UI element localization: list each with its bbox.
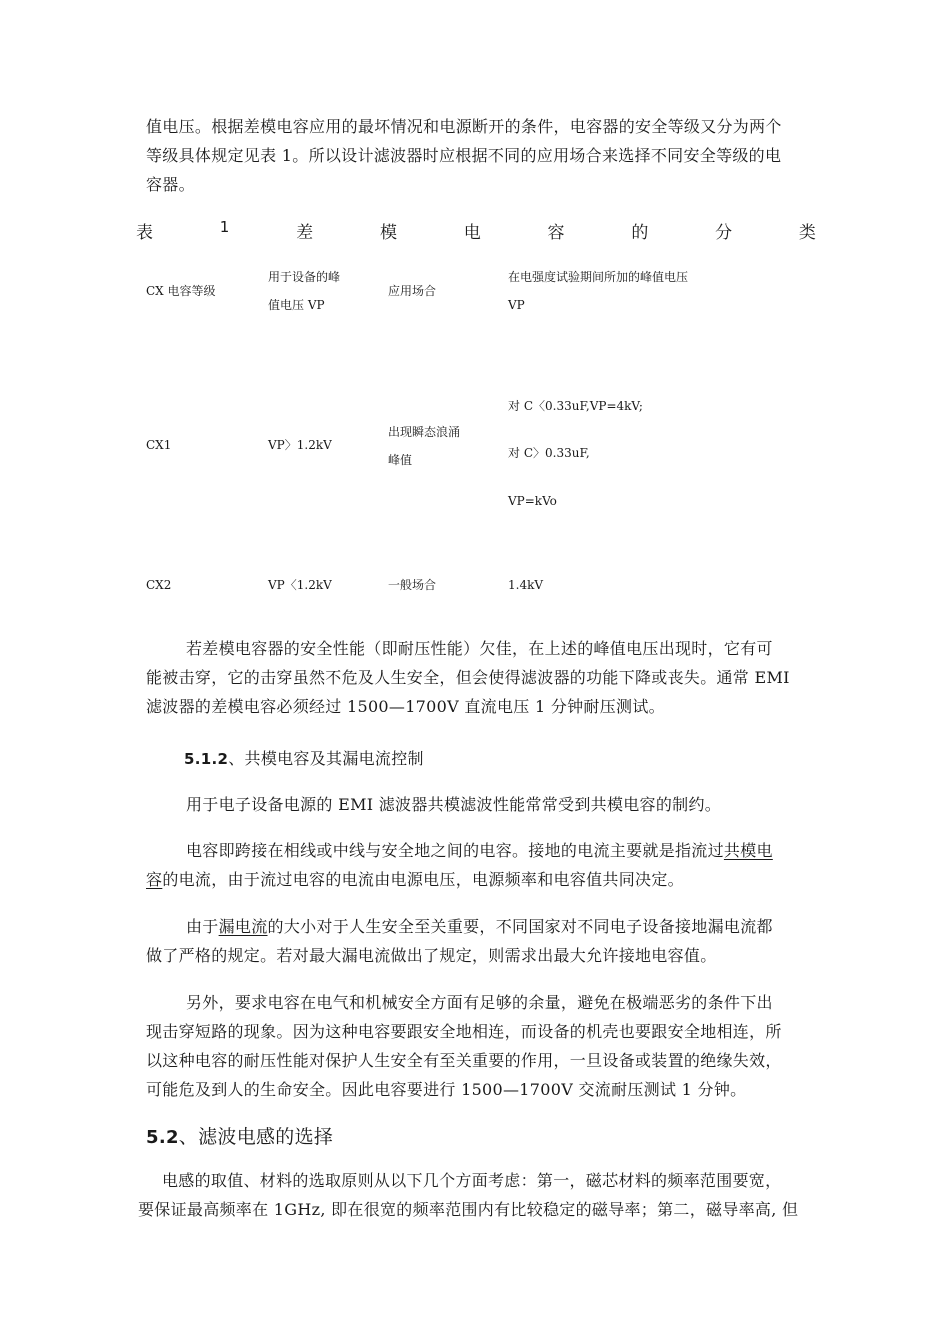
leakage-line-1-b: 的大小对于人生安全至关重要，不同国家对不同电子设备接地漏电流都 <box>267 917 773 936</box>
header-grade: CX 电容等级 <box>146 284 216 298</box>
section-number: 5.1.2 <box>184 750 229 768</box>
caption-char: 表 <box>136 223 153 243</box>
breakdown-line-2: 能被击穿，它的击穿虽然不危及人生安全，但会使得滤波器的功能下降或丧失。通常 EMI <box>146 668 790 687</box>
section-heading-5-1-2 <box>184 744 784 774</box>
leakage-line-1-a: 由于 <box>186 917 219 936</box>
inductor-paragraph <box>138 1166 818 1224</box>
intro-line-2: 等级具体规定见表 1。所以设计滤波器时应根据不同的应用场合来选择不同安全等级的电 <box>146 146 782 165</box>
breakdown-line-3: 滤波器的差模电容必须经过 1500—1700V 直流电压 1 分钟耐压测试。 <box>146 697 665 716</box>
safety-margin-paragraph <box>146 988 814 1104</box>
caption-char: 类 <box>798 223 816 243</box>
header-test-voltage-line-2: VP <box>508 298 525 312</box>
row-cx1-test-line-2: 对 C〉0.33uF, <box>508 446 590 460</box>
row-cx2-application: 一般场合 <box>388 578 437 592</box>
row-cx1-test-line-3: VP=kVo <box>508 494 557 508</box>
caption-char: 的 <box>631 223 649 243</box>
section-number: 5.2 <box>146 1127 179 1148</box>
header-peak-line-1: 用于设备的峰 <box>268 270 341 284</box>
leakage-line-2: 做了严格的规定。若对最大漏电流做出了规定，则需求出最大允许接地电容值。 <box>146 946 717 965</box>
row-cx1-application-line-2: 峰值 <box>388 453 413 467</box>
row-cx2-peak: VP〈1.2kV <box>268 578 332 592</box>
inductor-line-2: 要保证最高频率在 1GHz, 即在很宽的频率范围内有比较稳定的磁导率；第二，磁导率高, 但 <box>138 1200 799 1219</box>
caption-char: 差 <box>296 223 314 243</box>
capacitor-line-2 <box>146 865 814 894</box>
table-caption <box>136 218 816 243</box>
row-cx2-test: 1.4kV <box>508 578 544 592</box>
caption-char: 1 <box>219 218 230 236</box>
margin-line-4: 可能危及到人的生命安全。因此电容要进行 1500—1700V 交流耐压测试 1 分钟。 <box>146 1080 747 1099</box>
caption-char: 分 <box>715 223 733 243</box>
row-cx1-application-line-1: 出现瞬态浪涌 <box>388 425 461 439</box>
leakage-current-link[interactable]: 漏电流 <box>218 917 268 936</box>
emi-line: 用于电子设备电源的 EMI 滤波器共模滤波性能常常受到共模电容的制约。 <box>186 795 722 814</box>
row-cx1-peak: VP〉1.2kV <box>268 438 332 452</box>
caption-char: 电 <box>463 223 481 243</box>
section-heading-5-2 <box>146 1122 814 1153</box>
breakdown-line-1: 若差模电容器的安全性能（即耐压性能）欠佳，在上述的峰值电压出现时，它有可 <box>186 639 773 658</box>
capacitor-line-1 <box>146 836 814 865</box>
breakdown-paragraph <box>146 634 814 721</box>
row-cx1-test-line-1: 对 C〈0.33uF,VP=4kV; <box>508 399 643 413</box>
header-application: 应用场合 <box>388 284 437 298</box>
caption-char: 模 <box>379 223 397 243</box>
margin-line-3: 以这种电容的耐压性能对保护人生安全有至关重要的作用，一旦设备或装置的绝缘失效， <box>146 1051 782 1070</box>
common-mode-cap-link-cont[interactable]: 容 <box>146 870 163 889</box>
header-peak-line-2: 值电压 VP <box>268 298 325 312</box>
emi-paragraph <box>186 790 814 819</box>
intro-paragraph <box>146 112 814 199</box>
margin-line-1: 另外，要求电容在电气和机械安全方面有足够的余量，避免在极端恶劣的条件下出 <box>186 993 773 1012</box>
margin-line-2: 现击穿短路的现象。因为这种电容要跟安全地相连，而设备的机壳也要跟安全地相连，所 <box>146 1022 782 1041</box>
caption-char: 容 <box>547 223 565 243</box>
leakage-line-1 <box>146 912 814 941</box>
intro-line-1: 值电压。根据差模电容应用的最坏情况和电源断开的条件，电容器的安全等级又分为两个 <box>146 117 782 136</box>
section-title: 、共模电容及其漏电流控制 <box>228 749 424 768</box>
header-test-voltage-line-1: 在电强度试验期间所加的峰值电压 <box>508 270 689 284</box>
capacitor-line-1-text: 电容即跨接在相线或中线与安全地之间的电容。接地的电流主要就是指流过 <box>186 841 724 860</box>
inductor-line-1: 电感的取值、材料的选取原则从以下几个方面考虑：第一，磁芯材料的频率范围要宽， <box>162 1171 782 1190</box>
capacitor-line-2-text: 的电流，由于流过电容的电流由电源电压，电源频率和电容值共同决定。 <box>162 870 684 889</box>
row-cx2-grade: CX2 <box>146 578 172 592</box>
intro-line-3: 容器。 <box>146 175 195 194</box>
capacitor-paragraph <box>146 836 814 894</box>
leakage-paragraph <box>146 912 814 970</box>
section-title: 、滤波电感的选择 <box>178 1126 334 1148</box>
row-cx1-grade: CX1 <box>146 438 172 452</box>
common-mode-cap-link[interactable]: 共模电 <box>723 841 773 860</box>
